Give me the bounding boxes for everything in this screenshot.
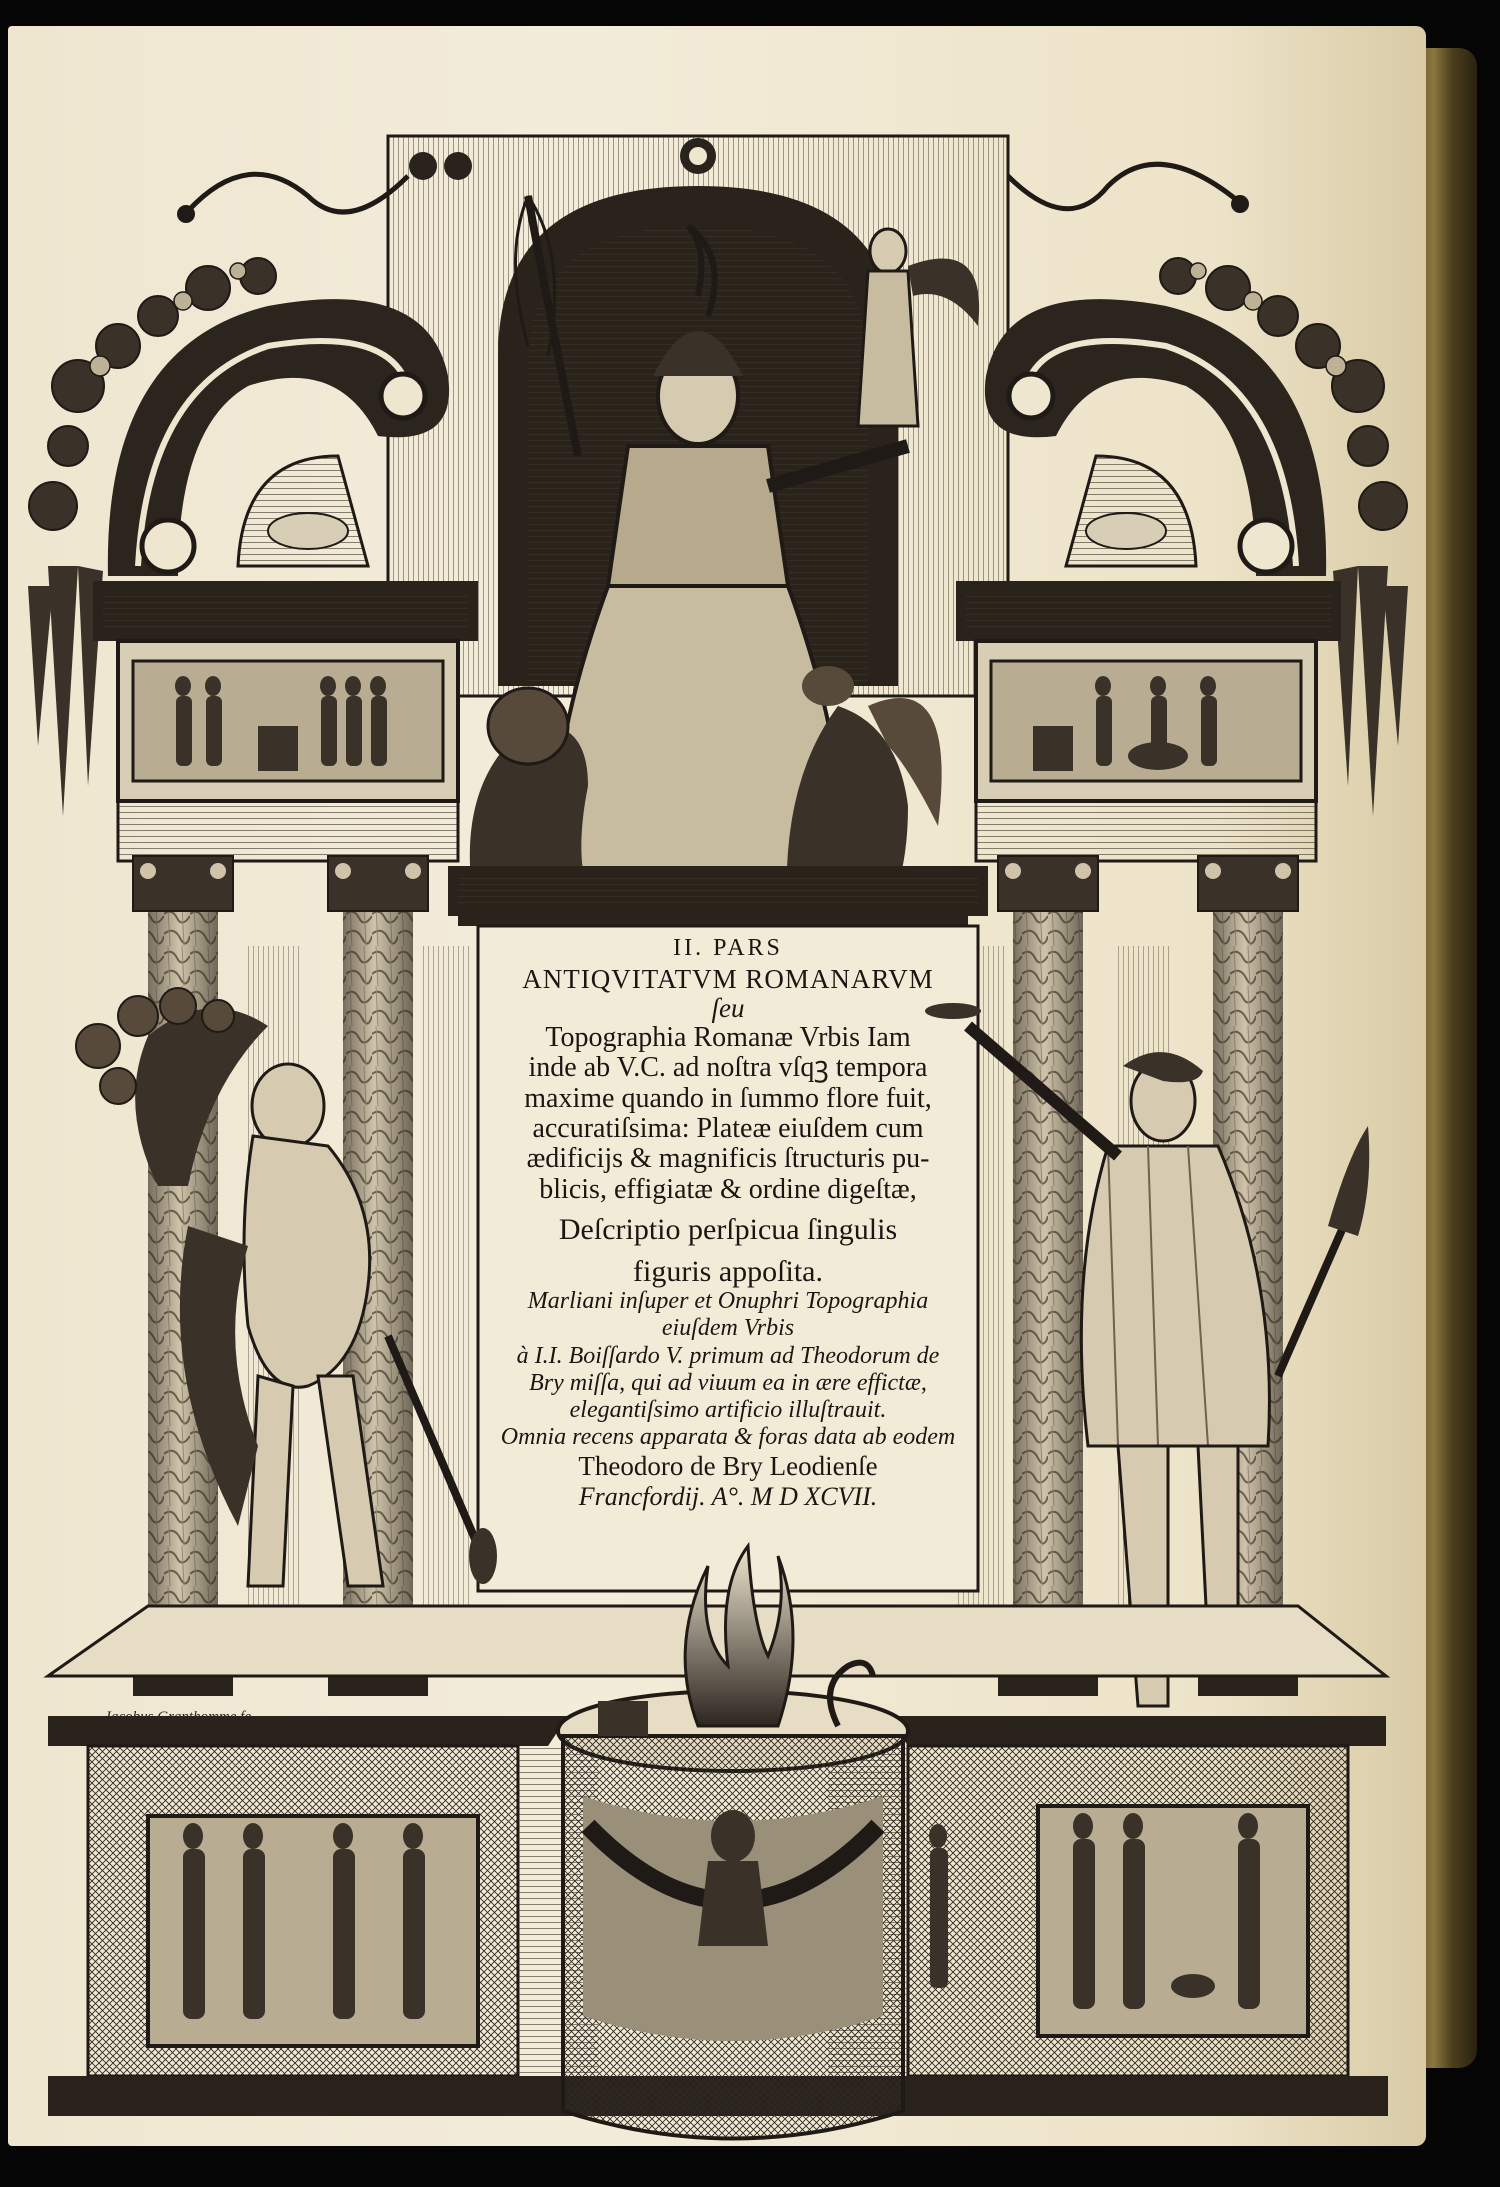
title-line: inde ab V.C. ad noſtra vſqꝫ tempora (528, 1052, 928, 1084)
publication-line: Omnia recens apparata & foras data ab eodem (500, 1424, 956, 1451)
title-line: ædificijs & magnificis ſtructuris pu- (526, 1143, 930, 1175)
imprint-line: Francfordij. A°. M D XCVII. (578, 1481, 878, 1511)
title-line: accuratiſsima: Plateæ eiuſdem cum (532, 1113, 924, 1145)
title-inscription-panel (478, 926, 978, 1591)
boissard-line: à I.I. Boiſſardo V. primum ad Theodorum de (516, 1342, 940, 1369)
title-conjunction: ſeu (711, 992, 745, 1023)
title-line: Topographia Romanæ Vrbis Iam (545, 1021, 911, 1053)
boissard-line: elegantiſsimo artificio illuſtrauit. (569, 1396, 887, 1423)
description-line: Deſcriptio perſpicua ſingulis (558, 1213, 898, 1247)
boissard-line: Bry miſſa, qui ad viuum ea in ære effictæ, (529, 1369, 927, 1396)
main-title: ANTIQVITATVM ROMANARVM (522, 964, 934, 995)
book-page (8, 26, 1426, 2146)
marliani-line: eiuſdem Vrbis (661, 1315, 795, 1342)
description-line: figuris appoſita. (633, 1254, 823, 1288)
title-line: blicis, effigiatæ & ordine digeſtæ, (539, 1173, 917, 1205)
engraver-signature: Iacobus Granthomme fe (106, 1709, 251, 1725)
part-number: II. PARS (673, 935, 783, 961)
marliani-line: Marliani inſuper et Onuphri Topographia (527, 1288, 929, 1315)
title-line: maxime quando in ſummo flore fuit, (524, 1082, 932, 1114)
publisher-line: Theodoro de Bry Leodienſe (578, 1451, 878, 1482)
